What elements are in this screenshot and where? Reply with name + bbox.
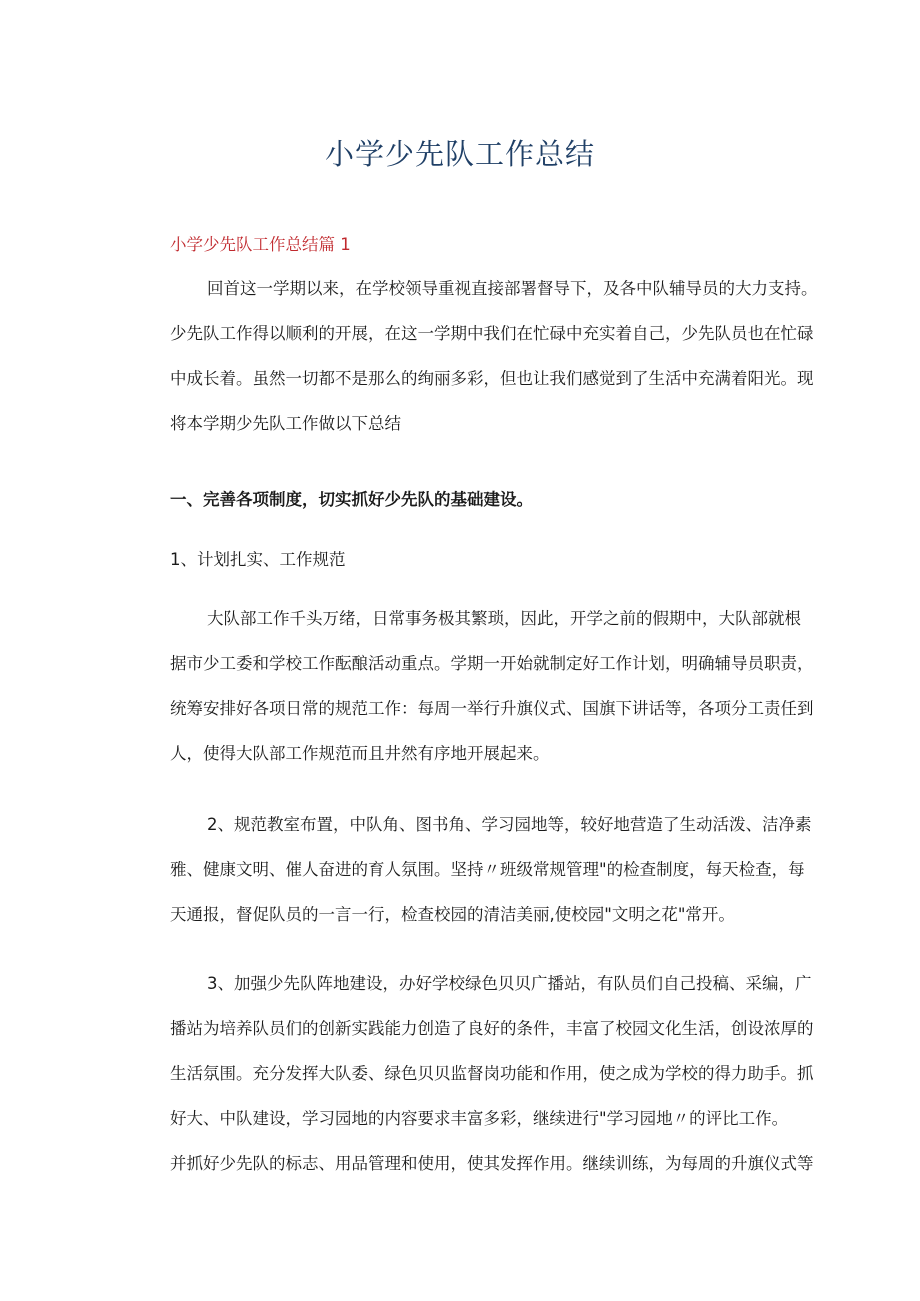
text-line: 雅、健康文明、催人奋进的育人氛围。坚持〃班级常规管理"的检查制度，每天检查，每: [170, 860, 805, 879]
text-line: 生活氛围。充分发挥大队委、绿色贝贝监督岗功能和作用，使之成为学校的得力助手。抓: [170, 1064, 814, 1083]
text-line: 统筹安排好各项日常的规范工作：每周一举行升旗仪式、国旗下讲话等，各项分工责任到: [170, 699, 814, 718]
text-line: 人，使得大队部工作规范而且井然有序地开展起来。: [170, 744, 550, 763]
item-three-paragraph: [133, 961, 814, 1186]
intro-paragraph: [133, 266, 818, 446]
document-title: 小学少先队工作总结: [324, 137, 595, 171]
text-line: 中成长着。虽然一切都不是那么的绚丽多彩，但也让我们感觉到了生活中充满着阳光。现: [170, 369, 814, 388]
text-line: 2、规范教室布置，中队角、图书角、学习园地等，较好地营造了生动活泼、洁净素: [207, 815, 812, 834]
text-line: 回首这一学期以来，在学校领导重视直接部署督导下，及各中队辅导员的大力支持。: [207, 279, 818, 298]
text-line: 据市少工委和学校工作酝酿活动重点。学期一开始就制定好工作计划，明确辅导员职责，: [170, 654, 814, 673]
text-line: 少先队工作得以顺利的开展，在这一学期中我们在忙碌中充实着自己，少先队员也在忙碌: [170, 324, 814, 343]
text-line: 3、加强少先队阵地建设，办好学校绿色贝贝广播站，有队员们自己投稿、采编，广: [207, 974, 812, 993]
text-line: 将本学期少先队工作做以下总结: [170, 414, 401, 433]
item-two-paragraph: [133, 802, 812, 937]
part-one-heading: 一、完善各项制度，切实抓好少先队的基础建设。: [170, 490, 533, 509]
text-line: 大队部工作千头万绪，日常事务极其繁琐，因此，开学之前的假期中，大队部就根: [207, 609, 801, 628]
section-heading: 小学少先队工作总结篇 1: [170, 235, 351, 254]
text-line: 天通报，督促队员的一言一行，检查校园的清洁美丽,使校园"文明之花"常开。: [170, 905, 735, 924]
item-one-paragraph: [133, 596, 814, 776]
text-line: 播站为培养队员们的创新实践能力创造了良好的条件，丰富了校园文化生活，创设浓厚的: [170, 1019, 814, 1038]
item-one-heading: 1、计划扎实、工作规范: [170, 550, 346, 569]
text-line: 好大、中队建设，学习园地的内容要求丰富多彩，继续进行"学习园地〃的评比工作。: [170, 1109, 789, 1128]
text-line: 并抓好少先队的标志、用品管理和使用，使其发挥作用。继续训练，为每周的升旗仪式等: [170, 1154, 814, 1173]
